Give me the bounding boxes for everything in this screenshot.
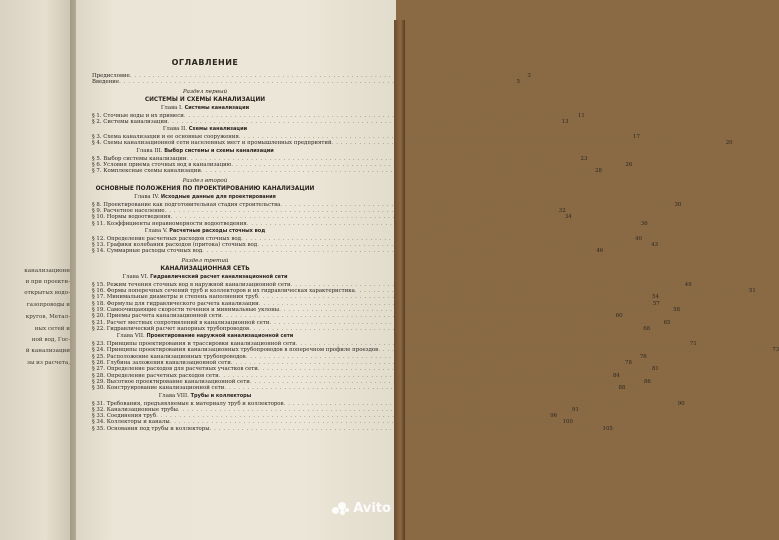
toc-page-number: 23 [580,155,588,162]
chapter-heading [92,105,318,112]
toc-page-number: 57 [652,300,660,307]
toc-entry-text: § 14. Суммарные расходы сточных вод [92,248,203,255]
dot-leader [168,119,559,125]
toc-page-number: 51 [748,288,756,295]
toc-entry-text: § 23. Принципы проектирования и трассировки канализационной сети [92,341,296,348]
toc-page-number: 81 [652,366,659,373]
table-of-contents [92,58,779,432]
toc-entry-text: § 19. Самоочищающие скорости течения и минимальные уклоны [92,306,280,313]
chapter-heading [92,194,318,201]
toc-entry [92,140,733,147]
chapter-title: Выбор системы и схемы канализации [164,147,274,154]
book-cover-edge [394,20,405,540]
toc-page-number: 91 [572,406,579,413]
chapter-title: Системы канализации [184,104,250,111]
avito-brand-text: Avito [353,501,391,516]
toc-entry [92,385,626,392]
chapter-number: Глава VIII. [158,392,189,399]
left-page-line: газопроводы и [26,302,70,308]
toc-page-number: 71 [689,341,697,348]
chapter-heading [92,228,318,235]
part-label: Раздел первый [182,88,228,95]
left-page [0,0,76,540]
part-title: ОСНОВНЫЕ ПОЛОЖЕНИЯ ПО ПРОЕКТИРОВАНИЮ КАНАЛИЗАЦИИ [95,185,315,192]
chapter-title: Гидравлический расчет канализационной сети [150,273,288,280]
toc-page-number: 78 [625,360,632,367]
toc-entry [92,425,613,432]
toc-page-number: 90 [677,400,685,407]
toc-page-number: 86 [643,378,651,385]
toc-entry-text: § 18. Формулы для гидравлического расчета канализации [92,300,259,307]
toc-page-number: 96 [550,413,558,420]
chapter-title: Схемы канализации [188,126,248,133]
toc-entry-text: § 25. Расположение канализационных трубопроводов [92,353,246,360]
toc-page-number: 17 [633,134,640,141]
toc-page-number: 43 [651,242,659,249]
toc-entry-text: § 30. Конструирование канализационной сети [92,385,225,392]
right-page [76,0,779,540]
toc-entry-text: Предисловие [92,73,130,79]
toc-entry-text: § 22. Гидравлический расчет напорных трубопроводов [92,325,250,332]
toc-entry-text: § 27. Определение расходов для расчетных участков сети [92,366,258,373]
toc-page-number: 49 [684,281,692,288]
toc-entry-text: § 16. Формы поперечных сечений труб и коллекторов и их гидравлическая характеристика [92,288,355,295]
part-title: СИСТЕМЫ И СХЕМЫ КАНАЛИЗАЦИИ [144,96,266,103]
toc-entry-text: § 9. Расчетное население [92,207,165,214]
part-label: Раздел третий [181,257,229,264]
chapter-number: Глава V. [144,227,168,234]
toc-page-number: 3 [527,73,531,79]
dot-leader [119,79,510,85]
chapter-title: Исходные данные для проектирования [160,193,276,200]
toc-page-number: 30 [674,201,682,208]
chapter-heading [92,148,318,155]
dot-leader [210,426,601,432]
toc-entry-text: § 2. Системы канализации [92,118,168,125]
toc-entry-text: § 6. Условия приема сточных вод в канализацию [92,162,232,169]
toc-entry-text: § 1. Сточные воды и их примеси [92,112,184,119]
toc-page-number: 11 [578,112,585,119]
toc-entry-text: § 8. Проектирование как подготовительная стадия строительства [92,201,281,208]
toc-page-number: 73 [772,347,779,354]
dot-leader [247,221,638,227]
toc-entry-text: Введение [92,79,120,86]
left-page-line: открытых водо- [24,290,70,296]
chapter-heading [92,126,318,133]
toc-page-number: 40 [635,235,642,242]
toc-entry [92,79,521,86]
toc-entry [92,118,569,125]
chapter-title: Проектирование наружной канализационной сети [146,333,294,340]
toc-entry-text: § 34. Коллекторы и каналы [92,419,170,426]
chapter-heading [92,274,318,281]
left-page-line: канализационн [24,268,70,274]
toc-page-number: 36 [640,220,648,227]
toc-entry [92,248,604,255]
toc-page-number: 105 [602,425,613,432]
toc-page-number: 32 [558,207,566,214]
chapter-title: Трубы и коллекторы [190,392,252,399]
toc-page-number: 20 [725,140,733,147]
chapter-heading [92,393,318,400]
toc-entry-text: § 26. Глубина заложения канализационной сети [92,360,231,367]
chapter-heading [92,333,318,340]
chapter-number: Глава I. [160,104,183,111]
toc-page-number: 13 [561,118,569,125]
toc-page-number: 60 [615,313,623,320]
toc-page-number: 68 [643,325,651,332]
toc-page-number: 26 [625,162,633,169]
toc-page-number: 54 [652,294,660,301]
toc-entry-text: § 10. Нормы водоотведения [92,214,171,221]
dot-leader [249,326,640,332]
left-page-line: кругов, Метал- [25,314,70,320]
dot-leader [224,385,615,391]
toc-page-number: 84 [612,372,620,379]
toc-page-number: 100 [562,419,573,426]
toc-entry-text: § 5. Выбор системы канализации [92,155,187,162]
chapter-number: Глава II. [162,126,188,133]
left-page-line: и при проекти- [25,279,70,285]
toc-entry-text: § 20. Приемы расчета канализационной сети [92,313,222,320]
left-page-line: ных сетей и [34,326,70,332]
chapter-number: Глава III. [136,147,163,154]
toc-page-number: 5 [516,79,521,86]
toc-page-number: 46 [596,248,604,255]
left-page-line: й канализации [25,348,70,354]
part-label: Раздел второй [182,177,228,184]
toc-entry-text: § 33. Соединения труб [92,413,157,420]
chapter-number: Глава VI. [122,273,149,280]
toc-entry [92,325,651,332]
toc-entry-text: § 15. Режим течения сточных вод в наружной канализационной сети [92,281,291,288]
part-title: КАНАЛИЗАЦИОННАЯ СЕТЬ [160,265,250,272]
toc-entry-text: § 24. Принципы проектирования канализационных трубопроводов в поперечном профиле проездов [92,347,379,354]
left-page-line: ной вод, Гос- [31,337,70,343]
toc-entry-text: § 28. Определение расчетных расходов сети [92,372,219,379]
toc-page-number: 34 [564,214,572,221]
toc-page-number: 28 [595,168,602,175]
toc-page-number: 58 [673,306,681,313]
chapter-number: Глава IV. [134,193,160,200]
toc-entry-text: § 17. Минимальные диаметры и степень наполнения труб [92,294,259,301]
toc-entry-text: § 11. Коэффициенты неравномерности водоотведения [92,220,247,227]
chapter-number: Глава VII. [116,333,145,340]
toc-entry [92,220,648,227]
toc-entry-text: § 12. Определение расчетных расходов сточных вод [92,235,241,242]
toc-entry-text: § 35. Основания под трубы и коллекторы [92,425,210,432]
toc-page-number: 76 [639,353,647,360]
avito-watermark [332,501,391,516]
toc-entry-text: § 4. Схемы канализационной сети населенных мест и промышленных предприятий [92,140,332,147]
toc-entry-text: § 13. Графики колебания расходов (притока) сточных вод [92,242,258,249]
toc-entry-text: § 32. Канализационные трубы [92,406,178,413]
chapter-title: Расчетные расходы сточных вод [169,227,266,234]
dot-leader [332,140,723,146]
toc-page-number: 88 [618,385,626,392]
toc-title: ОГЛАВЛЕНИЕ [171,58,239,67]
toc-entry-text: § 21. Расчет местных сопротивлений в канализационной сети [92,319,270,326]
toc-entry-text: § 3. Схема канализации и ее основные сооружения [92,134,239,141]
toc-entry-text: § 29. Высотное проектирование канализационной сети [92,378,250,385]
avito-logo-icon [332,502,350,516]
toc-page-number: 65 [663,319,671,326]
toc-entry-text: § 7. Комплексные схемы канализации [92,168,201,175]
toc-entry [92,168,602,175]
left-page-line: зы из расчета, [26,360,70,366]
toc-entry-text: § 31. Требования, предъявляемые к материалу труб и коллекторов [92,400,284,407]
